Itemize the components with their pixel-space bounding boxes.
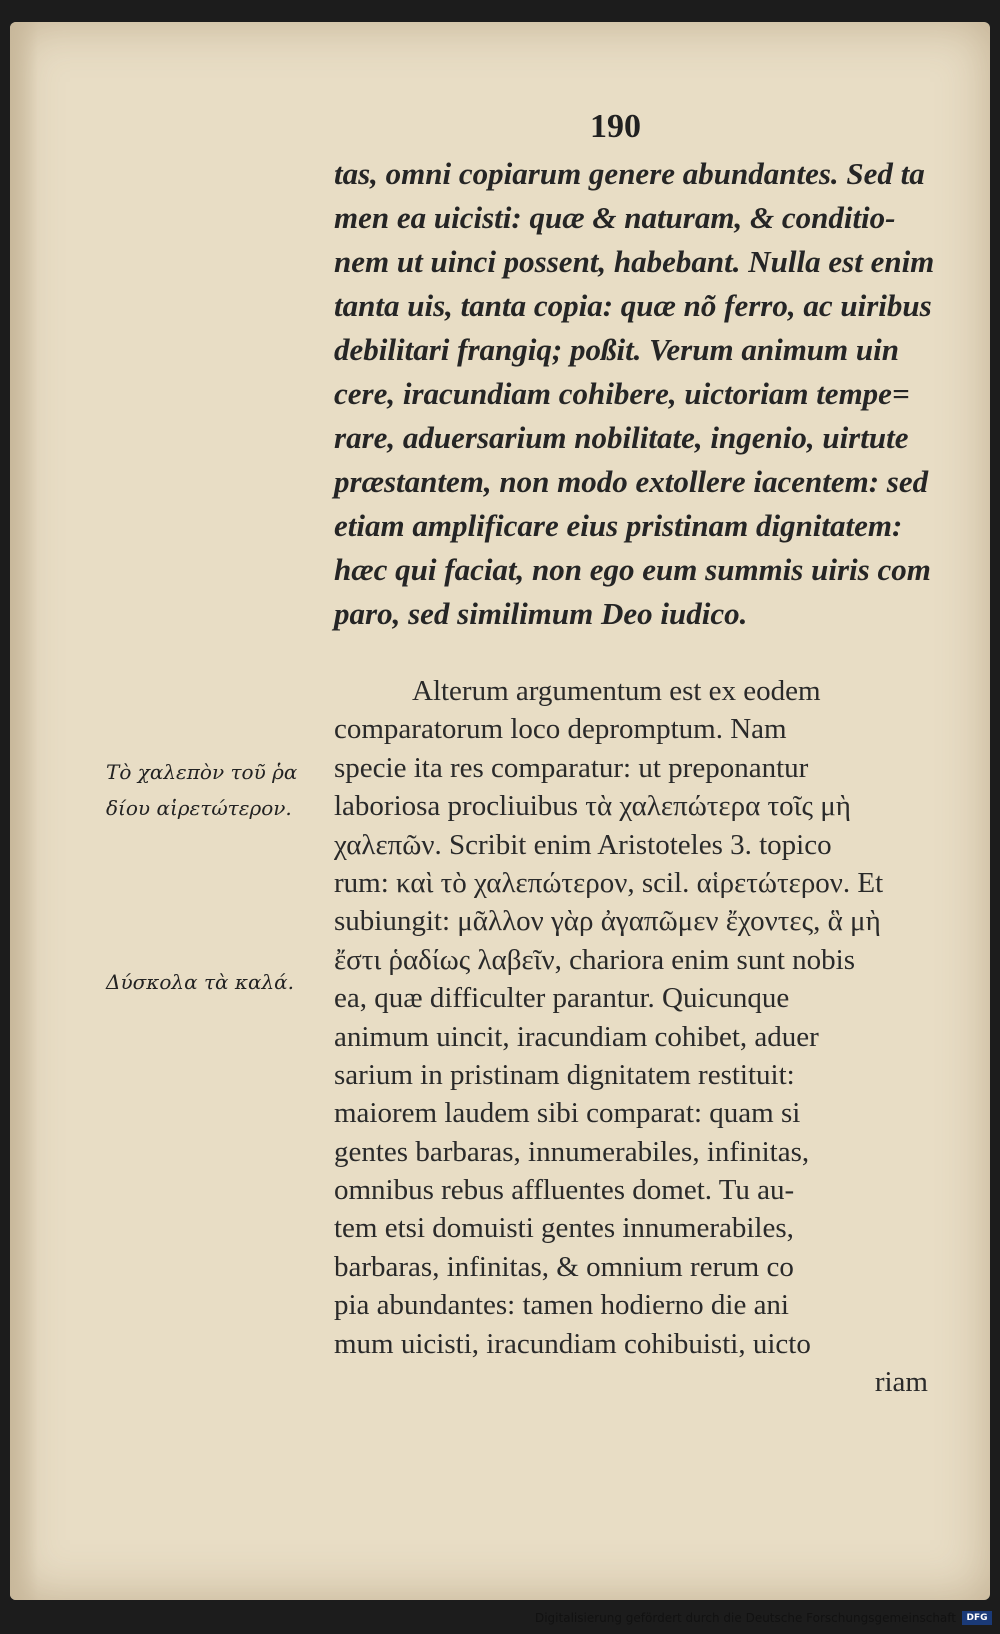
text-line: tas, omni copiarum genere abundantes. Sed ta xyxy=(334,156,925,191)
text-line: tem etsi domuisti gentes innumerabiles, xyxy=(334,1212,794,1245)
text-line: comparatorum loco depromptum. Nam xyxy=(334,713,787,746)
marginal-note-2: Δύσκολα τὰ καλά. xyxy=(106,970,295,994)
text-line: gentes barbaras, innumerabiles, infinitas, xyxy=(334,1135,810,1168)
text-line: laboriosa procliuibus τὰ χαλεπώτερα τοῖς μὴ xyxy=(334,790,851,823)
text-line: men ea uicisti: quæ & naturam, & conditio- xyxy=(334,200,896,235)
marginal-note-1-line1: Τὸ χαλεπὸν τοῦ ῥα xyxy=(106,760,298,784)
text-line: mum uicisti, iracundiam cohibuisti, uicto xyxy=(334,1327,811,1360)
text-line: etiam amplificare eius pristinam dignitatem: xyxy=(334,508,903,543)
text-line: præstantem, non modo extollere iacentem: sed xyxy=(334,464,929,499)
text-line: maiorem laudem sibi comparat: quam si xyxy=(334,1097,801,1130)
text-line: cere, iracundiam cohibere, uictoriam tempe= xyxy=(334,376,910,411)
text-line: specie ita res comparatur: ut preponantur xyxy=(334,751,809,784)
text-line: Alterum argumentum est ex eodem xyxy=(412,675,821,707)
text-line: omnibus rebus affluentes domet. Tu au- xyxy=(334,1174,795,1207)
text-line: paro, sed similimum Deo iudico. xyxy=(334,596,748,631)
text-line: rare, aduersarium nobilitate, ingenio, uirtute xyxy=(334,420,909,455)
dfg-logo-icon: DFG xyxy=(962,1611,992,1625)
text-line: barbaras, infinitas, & omnium rerum co xyxy=(334,1250,794,1283)
text-line: debilitari frangiq; poßit. Verum animum uin xyxy=(334,332,900,367)
text-line: sarium in pristinam dignitatem restituit: xyxy=(334,1058,795,1091)
marginal-note-1-line2: δίου αἱρετώτερον. xyxy=(106,796,292,820)
text-line: ea, quæ difficulter parantur. Quicunque xyxy=(334,982,790,1015)
text-line: ἔστι ῥαδίως λαβεῖν, chariora enim sunt nobis xyxy=(334,943,855,976)
text-line: animum uincit, iracundiam cohibet, aduer xyxy=(334,1020,819,1053)
roman-paragraph xyxy=(334,672,956,1401)
italic-paragraph xyxy=(334,152,956,636)
digitization-footer xyxy=(535,1608,992,1628)
text-line: nem ut uinci possent, habebant. Nulla est enim xyxy=(334,244,935,279)
text-line: tanta uis, tanta copia: quæ nõ ferro, ac uiribus xyxy=(334,288,932,323)
footer-text: Digitalisierung gefördert durch die Deutsche Forschungsgemeinschaft xyxy=(534,1611,956,1625)
catchword: riam xyxy=(874,1366,928,1399)
page-number: 190 xyxy=(590,108,641,145)
gutter-shadow xyxy=(10,22,38,1600)
text-line: rum: καὶ τὸ χαλεπώτερον, scil. αἱρετώτερον. Et xyxy=(334,866,884,899)
text-line: pia abundantes: tamen hodierno die ani xyxy=(334,1289,789,1322)
text-line: hæc qui faciat, non ego eum summis uiris com xyxy=(334,552,931,587)
text-line: subiungit: μᾶλλον γὰρ ἀγαπῶμεν ἔχοντες, ἃ μὴ xyxy=(334,905,881,938)
text-line: χαλεπῶν. Scribit enim Aristoteles 3. topico xyxy=(334,828,832,861)
